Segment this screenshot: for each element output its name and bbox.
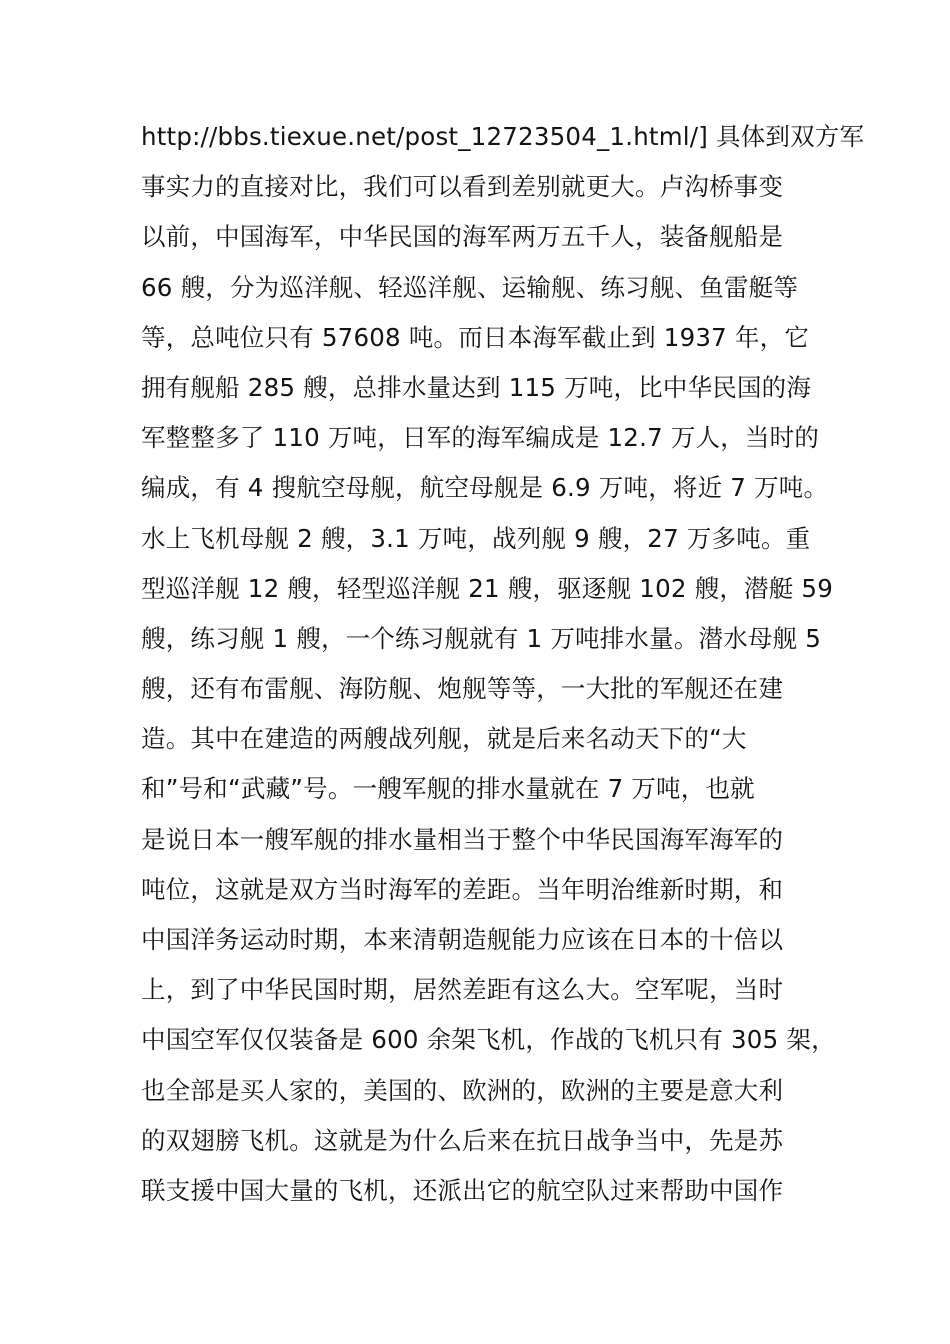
text-line: 也全部是买人家的，美国的、欧洲的，欧洲的主要是意大利: [141, 1075, 784, 1105]
text-line: 拥有舰船 285 艘，总排水量达到 115 万吨，比中华民国的海: [141, 372, 812, 402]
text-line: 的双翅膀飞机。这就是为什么后来在抗日战争当中，先是苏: [141, 1125, 784, 1155]
text-line: 水上飞机母舰 2 艘，3.1 万吨，战列舰 9 艘，27 万多吨。重: [141, 523, 811, 553]
text-line: 军整整多了 110 万吨，日军的海军编成是 12.7 万人，当时的: [141, 423, 820, 453]
text-line: 上，到了中华民国时期，居然差距有这么大。空军呢，当时: [141, 975, 784, 1005]
text-line: 66 艘，分为巡洋舰、轻巡洋舰、运输舰、练习舰、鱼雷艇等: [141, 272, 799, 302]
text-line: 艘，练习舰 1 艘，一个练习舰就有 1 万吨排水量。潜水母舰 5: [141, 623, 822, 653]
text-line: 中国洋务运动时期，本来清朝造舰能力应该在日本的十倍以: [141, 925, 784, 954]
text-line: 以前，中国海军，中华民国的海军两万五千人，装备舰船是: [141, 222, 784, 252]
text-line: 是说日本一艘军舰的排水量相当于整个中华民国海军海军的: [141, 824, 784, 854]
text-line: 型巡洋舰 12 艘，轻型巡洋舰 21 艘，驱逐舰 102 艘，潜艇 59: [141, 573, 834, 603]
text-line: http://bbs.tiexue.net/post_12723504_1.html/] 具体到双方军: [141, 122, 865, 151]
text-line: 和”号和“武藏”号。一艘军舰的排水量就在 7 万吨，也就: [141, 774, 755, 804]
text-line: 造。其中在建造的两艘战列舰，就是后来名动天下的“大: [141, 724, 747, 754]
text-line: 中国空军仅仅装备是 600 余架飞机，作战的飞机只有 305 架，: [141, 1025, 836, 1055]
text-line: 联支援中国大量的飞机，还派出它的航空队过来帮助中国作: [141, 1175, 784, 1205]
text-line: 艘，还有布雷舰、海防舰、炮舰等等，一大批的军舰还在建: [141, 674, 784, 704]
text-line: 吨位，这就是双方当时海军的差距。当年明治维新时期，和: [141, 874, 784, 904]
text-line: 编成，有 4 搜航空母舰，航空母舰是 6.9 万吨，将近 7 万吨。: [141, 473, 829, 503]
text-line: 等，总吨位只有 57608 吨。而日本海军截止到 1937 年，它: [141, 322, 810, 352]
body-text: [141, 112, 865, 1216]
text-line: 事实力的直接对比，我们可以看到差别就更大。卢沟桥事变: [141, 172, 784, 202]
